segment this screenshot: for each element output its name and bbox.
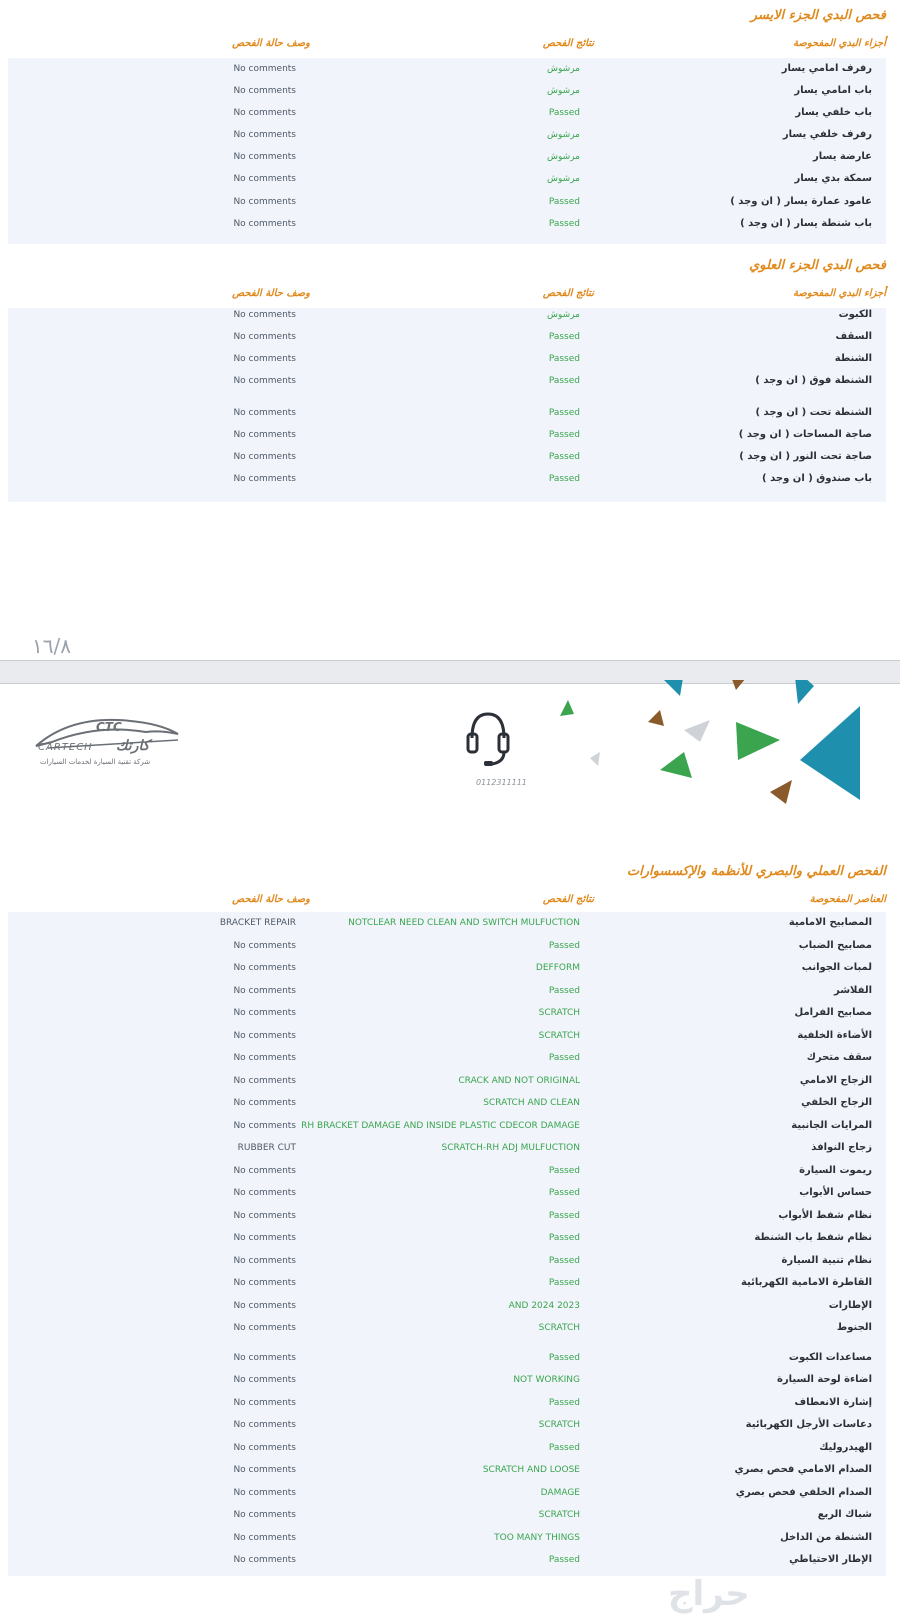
row-result: Passed: [548, 354, 580, 364]
row-part: مصابيح الفرامل: [794, 1007, 872, 1018]
row-result: Passed: [548, 197, 580, 207]
section-left-table: [8, 58, 886, 244]
row-comment: No comments: [233, 474, 296, 484]
row-part: اضاءة لوحة السيارة: [777, 1374, 872, 1385]
table-row: [8, 1349, 886, 1369]
row-part: باب صندوق ( ان وجد ): [762, 473, 872, 484]
table-row: [8, 426, 886, 446]
row-result: Passed: [548, 332, 580, 342]
row-result: SCRATCH AND CLEAN: [483, 1098, 580, 1108]
row-result: Passed: [548, 985, 580, 996]
row-part: الصدام الخلفي فحص بصري: [735, 1486, 872, 1498]
row-result: Passed: [548, 1352, 580, 1363]
section-top-title: فحص البدي الجزء العلوي: [749, 258, 886, 273]
row-comment: No comments: [233, 332, 296, 342]
row-result: DEFFORM: [535, 963, 580, 973]
row-comment: No comments: [233, 1098, 296, 1108]
table-row: [8, 1319, 886, 1339]
row-part: القاطرة الامامية الكهربائية: [740, 1277, 872, 1288]
row-comment: No comments: [233, 1255, 296, 1266]
table-row: [8, 1252, 886, 1272]
row-part: مصابيح الضباب: [798, 939, 872, 951]
row-part: رفرف امامي يسار: [781, 63, 872, 74]
table-row: [8, 1416, 886, 1436]
row-comment: No comments: [233, 1465, 296, 1475]
row-comment: No comments: [233, 1442, 296, 1453]
row-part: الإطار الاحتياطي: [789, 1554, 872, 1565]
row-result: Passed: [548, 1555, 580, 1565]
row-result: مرشوش: [547, 174, 580, 184]
row-part: زجاج النوافذ: [811, 1142, 872, 1153]
table-row: [8, 937, 886, 957]
table-row: [8, 350, 886, 370]
col-head-comment-2: وصف حالة الفحص: [232, 288, 310, 299]
row-result: Passed: [548, 1165, 580, 1176]
section-systems-title: الفحص العملي والبصري للأنظمة والإكسسوارات: [626, 864, 886, 879]
row-comment: No comments: [233, 1120, 296, 1131]
row-part: الفلاشر: [833, 984, 872, 996]
row-part: الكبوت: [838, 309, 872, 320]
table-row: [8, 1162, 886, 1182]
watermark: حراج: [668, 1574, 750, 1614]
row-result: مرشوش: [547, 86, 580, 96]
row-part: ريموت السيارة: [799, 1164, 872, 1176]
row-result: مرشوش: [547, 152, 580, 162]
row-comment: No comments: [233, 1375, 296, 1385]
row-comment: No comments: [233, 197, 296, 207]
row-comment: No comments: [233, 985, 296, 996]
row-comment: No comments: [233, 1352, 296, 1363]
row-comment: No comments: [233, 1053, 296, 1063]
row-part: شباك الربع: [817, 1509, 872, 1520]
row-result: Passed: [548, 430, 580, 440]
row-comment: No comments: [233, 108, 296, 118]
row-comment: No comments: [233, 1323, 296, 1333]
row-part: باب امامي يسار: [794, 85, 872, 96]
table-row: [8, 1439, 886, 1459]
row-result: Passed: [548, 940, 580, 951]
row-comment: No comments: [233, 1300, 296, 1311]
row-result: مرشوش: [547, 64, 580, 74]
row-comment: No comments: [233, 1278, 296, 1288]
row-result: AND 2024 2023: [508, 1300, 580, 1311]
row-comment: No comments: [233, 1397, 296, 1408]
row-part: عامود عمارة يسار ( ان وجد ): [730, 196, 872, 207]
row-comment: No comments: [233, 1075, 296, 1086]
row-part: الصدام الامامي فحص بصري: [734, 1464, 872, 1475]
company-logo: [28, 712, 188, 772]
row-part: الزجاج الخلفي: [801, 1097, 872, 1108]
row-comment: BRACKET REPAIR: [219, 918, 296, 928]
row-result: Passed: [548, 1255, 580, 1266]
table-row: [8, 1049, 886, 1069]
section-systems-table: [8, 912, 886, 1576]
table-row: [8, 1207, 886, 1227]
row-part: نظام شفط باب الشنطة: [754, 1232, 872, 1243]
row-result: Passed: [548, 219, 580, 229]
row-part: المرايات الجانبية: [791, 1119, 872, 1131]
table-row: [8, 1184, 886, 1204]
row-result: Passed: [548, 474, 580, 484]
row-part: سقف متحرك: [806, 1052, 872, 1063]
row-part: عارضة يسار: [813, 151, 872, 162]
row-part: الشنطة تحت ( ان وجد ): [755, 407, 872, 418]
section-left-title: فحص البدي الجزء الايسر: [750, 8, 886, 23]
row-part: إشارة الانعطاف: [794, 1396, 872, 1408]
row-part: الهيدروليك: [819, 1441, 872, 1453]
row-comment: No comments: [233, 354, 296, 364]
col-head-result: نتائج الفحص: [542, 38, 594, 49]
row-part: الجنوط: [836, 1322, 872, 1333]
row-result: Passed: [548, 1188, 580, 1198]
row-comment: No comments: [233, 1555, 296, 1565]
table-row: [8, 372, 886, 392]
table-row: [8, 1027, 886, 1047]
row-part: لمبات الجوانب: [801, 962, 872, 973]
table-row: [8, 448, 886, 468]
table-row: [8, 959, 886, 979]
row-comment: No comments: [233, 408, 296, 418]
row-part: نظام تنبية السيارة: [781, 1254, 872, 1266]
col-head-comment-3: وصف حالة الفحص: [232, 894, 310, 905]
row-result: Passed: [548, 1053, 580, 1063]
row-comment: No comments: [233, 1532, 296, 1543]
page-number: ١٦/٨: [32, 634, 71, 658]
row-part: الزجاج الامامي: [799, 1074, 872, 1086]
row-comment: No comments: [233, 963, 296, 973]
row-part: باب شنطة يسار ( ان وجد ): [740, 218, 872, 229]
row-part: سمكة بدي يسار: [794, 173, 872, 184]
row-result: مرشوش: [547, 310, 580, 320]
table-row: [8, 1461, 886, 1481]
col-head-comment: وصف حالة الفحص: [232, 38, 310, 49]
row-result: Passed: [548, 408, 580, 418]
row-comment: No comments: [233, 130, 296, 140]
row-comment: No comments: [233, 452, 296, 462]
table-row: [8, 1484, 886, 1504]
table-row: [8, 306, 886, 326]
col-head-part-2: أجزاء البدي المفحوصة: [793, 288, 886, 299]
table-row: [8, 1094, 886, 1114]
table-row: [8, 1274, 886, 1294]
row-result: Passed: [548, 1210, 580, 1221]
row-comment: No comments: [233, 1008, 296, 1018]
table-row: [8, 982, 886, 1002]
headset-icon: [466, 708, 510, 772]
table-row: [8, 126, 886, 146]
row-result: SCRATCH: [538, 1008, 580, 1018]
row-part: الشنطة: [834, 353, 872, 364]
decorative-triangles: [560, 680, 890, 830]
row-result: SCRATCH-RH ADJ MULFUCTION: [441, 1143, 580, 1153]
logo-en: CARTECH: [38, 742, 93, 753]
row-comment: No comments: [233, 1210, 296, 1221]
row-part: الشنطة فوق ( ان وجد ): [755, 375, 872, 386]
col-head-result-3: نتائج الفحص: [542, 894, 594, 905]
row-result: NOT WORKING: [513, 1375, 580, 1385]
row-comment: No comments: [233, 174, 296, 184]
row-result: Passed: [548, 1442, 580, 1453]
col-head-element: العناصر المفحوصة: [809, 894, 886, 905]
table-row: [8, 1529, 886, 1549]
table-row: [8, 1297, 886, 1317]
table-row: [8, 1506, 886, 1526]
row-result: CRACK AND NOT ORIGINAL: [458, 1075, 580, 1086]
table-row: [8, 148, 886, 168]
table-row: [8, 1072, 886, 1092]
row-comment: No comments: [233, 1165, 296, 1176]
row-comment: No comments: [233, 64, 296, 74]
row-result: DAMAGE: [540, 1487, 580, 1498]
table-row: [8, 1117, 886, 1137]
row-result: مرشوش: [547, 130, 580, 140]
row-result: SCRATCH AND LOOSE: [482, 1465, 580, 1475]
table-row: [8, 215, 886, 235]
row-comment: No comments: [233, 1188, 296, 1198]
logo-subtitle: شركة تقنية السيارة لخدمات السيارات: [40, 758, 151, 766]
table-row: [8, 60, 886, 80]
row-result: Passed: [548, 108, 580, 118]
row-comment: No comments: [233, 219, 296, 229]
row-part: الأضاءة الخلفية: [797, 1029, 872, 1041]
row-comment: No comments: [233, 1420, 296, 1430]
table-row: [8, 1394, 886, 1414]
row-comment: No comments: [233, 376, 296, 386]
row-part: الإطارات: [828, 1299, 872, 1311]
row-comment: No comments: [233, 1030, 296, 1041]
table-row: [8, 193, 886, 213]
table-row: [8, 1371, 886, 1391]
logo-abbr: CTC: [96, 720, 122, 734]
row-part: الشنطة من الداخل: [780, 1531, 872, 1543]
table-row: [8, 82, 886, 102]
row-comment: No comments: [233, 1233, 296, 1243]
table-row: [8, 1139, 886, 1159]
col-head-result-2: نتائج الفحص: [542, 288, 594, 299]
row-part: باب خلفي يسار: [795, 107, 872, 118]
table-row: [8, 328, 886, 348]
row-part: صاجة المساحات ( ان وجد ): [738, 429, 872, 440]
row-part: المصابيح الامامية: [788, 917, 872, 928]
table-row: [8, 1229, 886, 1249]
row-comment: No comments: [233, 1510, 296, 1520]
row-part: رفرف خلفي يسار: [782, 129, 872, 140]
row-result: SCRATCH: [538, 1030, 580, 1041]
row-comment: No comments: [233, 152, 296, 162]
support-block: [466, 708, 510, 776]
table-row: [8, 1551, 886, 1571]
row-result: RH BRACKET DAMAGE AND INSIDE PLASTIC CDECOR DAMAGE: [301, 1120, 580, 1131]
table-row: [8, 104, 886, 124]
row-result: Passed: [548, 1397, 580, 1408]
table-row: [8, 914, 886, 934]
row-result: SCRATCH: [538, 1323, 580, 1333]
row-part: السقف: [835, 331, 872, 342]
table-row: [8, 404, 886, 424]
logo-ar: كارتك: [116, 738, 150, 754]
row-comment: RUBBER CUT: [237, 1143, 296, 1153]
row-comment: No comments: [233, 310, 296, 320]
row-comment: No comments: [233, 1487, 296, 1498]
row-part: نظام شفط الأبواب: [778, 1209, 872, 1221]
row-result: SCRATCH: [538, 1510, 580, 1520]
row-result: Passed: [548, 452, 580, 462]
row-result: Passed: [548, 1278, 580, 1288]
section-top-table: [8, 308, 886, 502]
table-row: [8, 470, 886, 490]
support-phone: 0112311111: [476, 778, 527, 787]
row-part: صاجة تحت النور ( ان وجد ): [739, 451, 872, 462]
row-comment: No comments: [233, 430, 296, 440]
row-part: حساس الأبواب: [799, 1187, 872, 1198]
row-result: Passed: [548, 376, 580, 386]
col-head-part: أجزاء البدي المفحوصة: [793, 38, 886, 49]
row-result: NOTCLEAR NEED CLEAN AND SWITCH MULFUCTION: [348, 918, 580, 928]
row-comment: No comments: [233, 940, 296, 951]
row-result: Passed: [548, 1233, 580, 1243]
row-comment: No comments: [233, 86, 296, 96]
row-result: SCRATCH: [538, 1420, 580, 1430]
row-result: TOO MANY THINGS: [494, 1532, 580, 1543]
row-part: مساعدات الكبوت: [788, 1351, 872, 1363]
table-row: [8, 170, 886, 190]
table-row: [8, 1004, 886, 1024]
row-part: دعاسات الأرجل الكهربائية: [745, 1419, 872, 1430]
